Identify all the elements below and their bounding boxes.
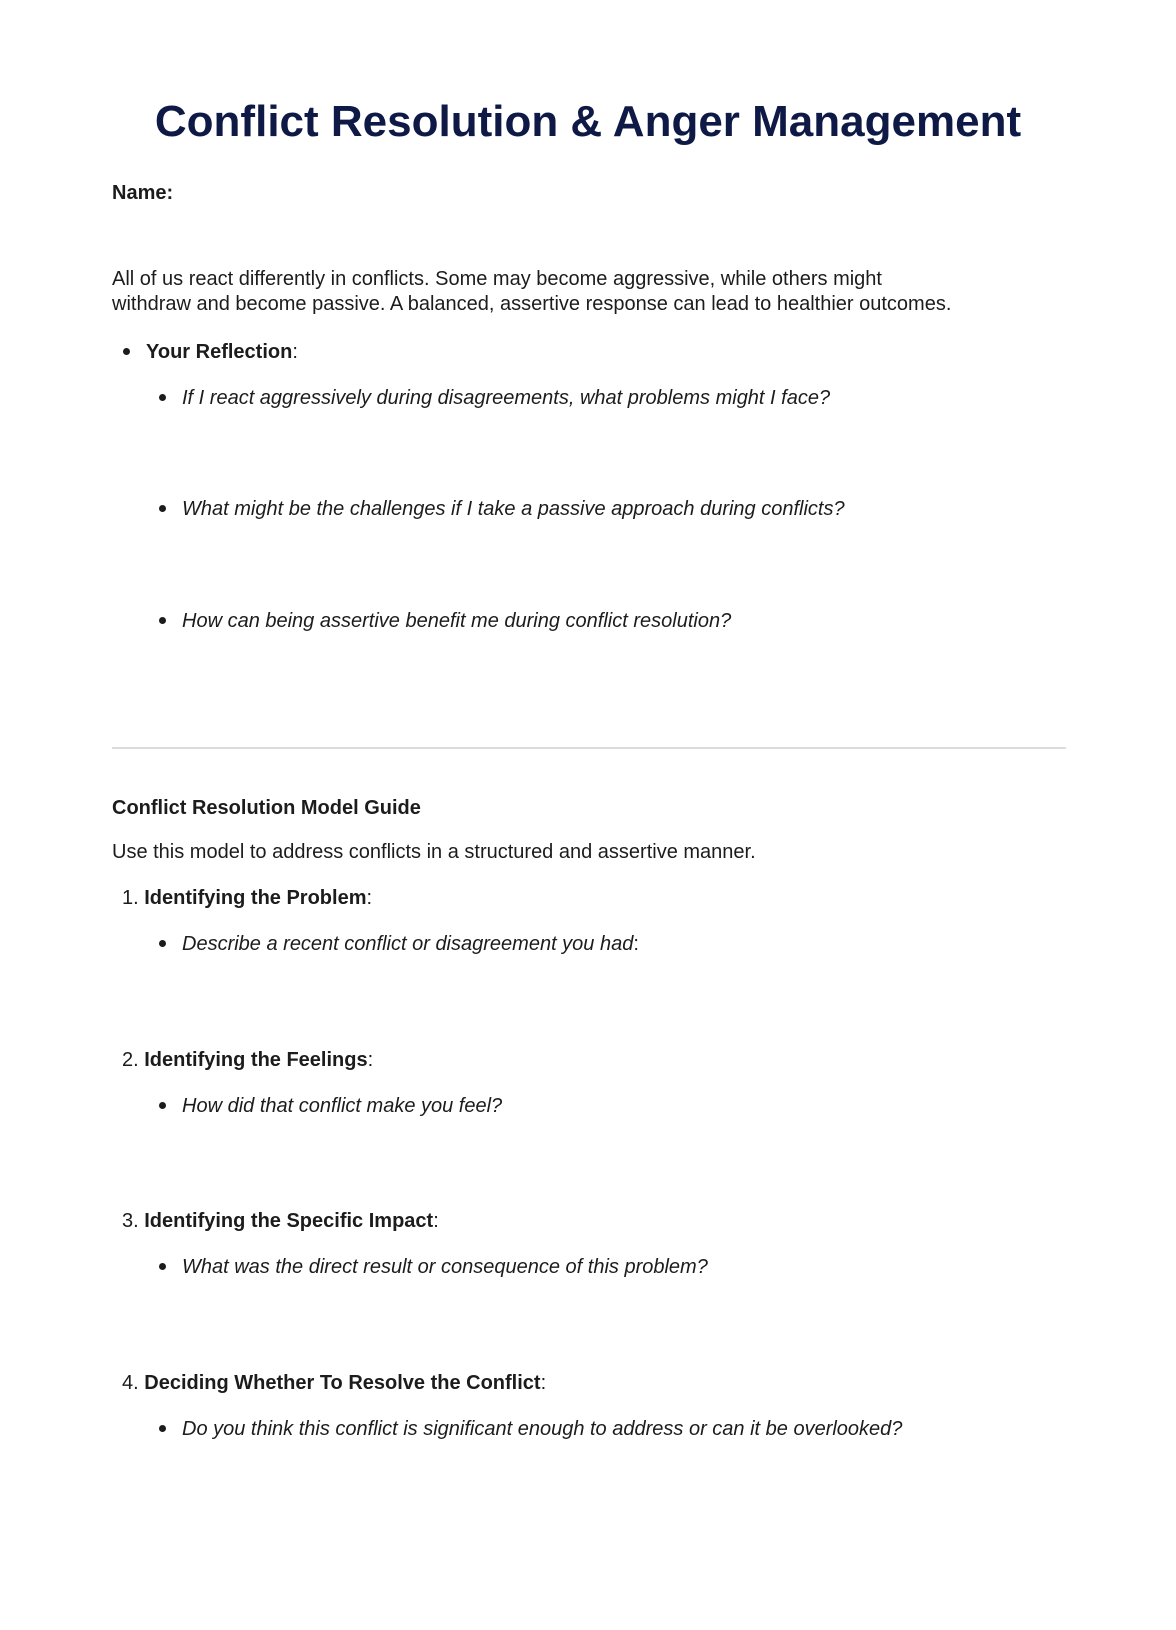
step-prompt: Describe a recent conflict or disagreement you had: (182, 933, 639, 955)
step-1: 1. Identifying the Problem: (122, 887, 373, 909)
step-prompt: What was the direct result or consequence of this problem? (182, 1256, 708, 1278)
bullet-icon (159, 505, 166, 512)
step-label: Deciding Whether To Resolve the Conflict (144, 1372, 541, 1394)
intro-line-2: withdraw and become passive. A balanced, assertive response can lead to healthier outcomes. (112, 293, 952, 315)
step-number: 1. (122, 887, 139, 909)
step-4: 4. Deciding Whether To Resolve the Conflict: (122, 1372, 547, 1394)
bullet-icon (159, 1263, 166, 1270)
model-heading: Conflict Resolution Model Guide (112, 797, 421, 819)
reflection-question: What might be the challenges if I take a passive approach during conflicts? (182, 498, 845, 520)
step-prompt: Do you think this conflict is significant enough to address or can it be overlooked? (182, 1418, 903, 1440)
section-divider (112, 747, 1066, 749)
intro-line-1: All of us react differently in conflicts. Some may become aggressive, while others might (112, 268, 882, 290)
step-number: 3. (122, 1210, 139, 1232)
name-label: Name: (112, 182, 174, 204)
step-label: Identifying the Feelings (144, 1049, 368, 1071)
reflection-question: If I react aggressively during disagreements, what problems might I face? (182, 387, 831, 409)
reflection-question: How can being assertive benefit me during conflict resolution? (182, 610, 732, 632)
step-2: 2. Identifying the Feelings: (122, 1049, 374, 1071)
step-number: 2. (122, 1049, 139, 1071)
page-title: Conflict Resolution & Anger Management (154, 97, 1022, 146)
reflection-label: Your Reflection (146, 341, 293, 363)
step-prompt: How did that conflict make you feel? (182, 1095, 503, 1117)
bullet-icon (159, 394, 166, 401)
bullet-icon (159, 1425, 166, 1432)
bullet-icon (123, 348, 130, 355)
bullet-icon (159, 617, 166, 624)
step-label: Identifying the Specific Impact (144, 1210, 434, 1232)
step-label: Identifying the Problem (144, 887, 367, 909)
reflection-heading: Your Reflection: (146, 341, 298, 363)
model-intro: Use this model to address conflicts in a structured and assertive manner. (112, 841, 756, 863)
step-number: 4. (122, 1372, 139, 1394)
bullet-icon (159, 1102, 166, 1109)
step-prompt-text: Describe a recent conflict or disagreement you had (182, 933, 634, 955)
bullet-icon (159, 940, 166, 947)
step-3: 3. Identifying the Specific Impact: (122, 1210, 439, 1232)
